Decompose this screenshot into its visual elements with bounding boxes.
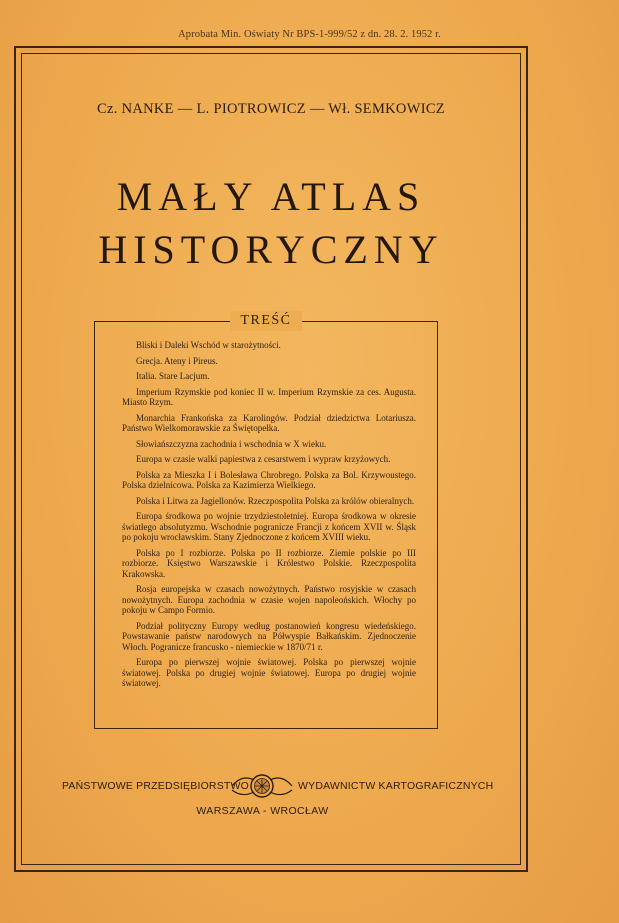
list-item: Italia. Stare Lacjum.	[136, 371, 210, 381]
list-item: Słowiańszczyzna zachodnia i wschodnia w X wieku.	[136, 438, 327, 449]
publisher-emblem-icon	[230, 768, 294, 804]
title-line-2: HISTORYCZNY	[98, 227, 444, 272]
list-item: Europa środkowa po wojnie trzydziestoletniej. Europa środkowa w okresie światłego absolutyzmu. Wschodnie pogranicze Francji z końcem XVII w. Śląsk po pokoju wrocławskim. Stany Zjednoczone z końcem XVIII wieku.	[122, 511, 416, 542]
approval-note: Aprobata Min. Oświaty Nr BPS-1-999/52 z dn. 28. 2. 1952 r.	[178, 29, 441, 40]
authors: Cz. NANKE — L. PIOTROWICZ — Wł. SEMKOWICZ	[97, 101, 445, 117]
list-item: Podział polityczny Europy według postanowień kongresu wiedeńskiego. Powstawanie państw narodowych na Półwyspie Bałkańskim. Zjednoczenie Włoch. Pogranicze francusko - niemieckie w 1870/71 r.	[122, 620, 416, 652]
contents-heading: TREŚĆ	[230, 311, 302, 331]
publisher-block	[0, 778, 525, 818]
list-item: Europa w czasie walki papiestwa z cesarstwem i wypraw krzyżowych.	[136, 454, 391, 464]
list-item: Rosja europejska w czasach nowożytnych. Państwo rosyjskie w czasach nowożytnych. Europa zachodnia w czasie wojen napoleońskich. Włochy po pokoju w Campo Formio.	[122, 584, 416, 615]
title-line-1: MAŁY ATLAS	[116, 174, 426, 219]
list-item: Polska za Mieszka I i Bolesława Chrobrego. Polska za Bol. Krzywoustego. Polska dzielnicowa. Polska za Kazimierza Wielkiego.	[122, 469, 416, 490]
contents-list	[122, 340, 416, 694]
list-item: Monarchia Frankońska za Karolingów. Podział dziedzictwa Lotariusza. Państwo Wielkomorawskie za Świętopełka.	[122, 412, 416, 433]
list-item: Bliski i Daleki Wschód w starożytności.	[136, 340, 281, 350]
list-item: Polska po I rozbiorze. Polska po II rozbiorze. Ziemie polskie po III rozbiorze. Księstwo Warszawskie i Królestwo Polskie. Rzeczpospolita Krakowska.	[122, 547, 416, 579]
list-item: Polska i Litwa za Jagiellonów. Rzeczpospolita Polska za królów obieralnych.	[136, 495, 415, 506]
list-item: Imperium Rzymskie pod koniec II w. Imperium Rzymskie za ces. Augusta. Miasto Rzym.	[122, 386, 416, 407]
publisher-city: WARSZAWA - WROCŁAW	[196, 805, 329, 817]
list-item: Grecja. Ateny i Pireus.	[136, 355, 218, 366]
publisher-name-left: PAŃSTWOWE PRZEDSIĘBIORSTWO	[62, 780, 250, 792]
list-item: Europa po pierwszej wojnie światowej. Polska po pierwszej wojnie światowej. Polska po drugiej wojnie światowej. Europa po drugiej wojnie światowej.	[122, 657, 416, 688]
publisher-name-right: WYDAWNICTW KARTOGRAFICZNYCH	[298, 780, 494, 792]
